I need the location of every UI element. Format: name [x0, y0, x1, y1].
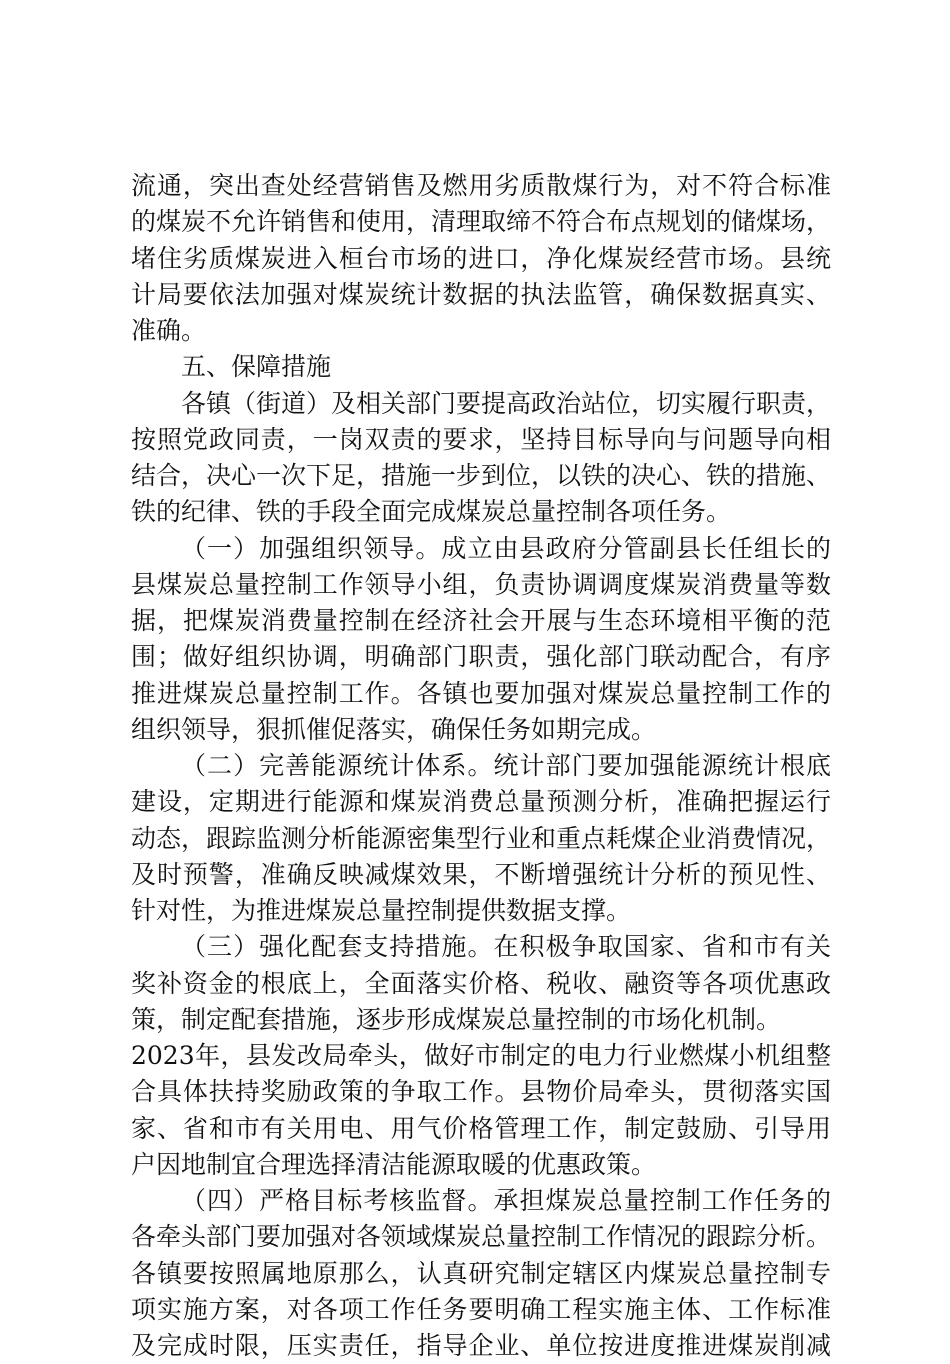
text-line: 项实施方案，对各项工作任务要明确工程实施主体、工作标准	[131, 1294, 831, 1324]
text-line: 合具体扶持奖励政策的争取工作。县物价局牵头，贯彻落实国	[131, 1077, 831, 1107]
subsection-line: （三）强化配套支持措施。在积极争取国家、省和市有关	[181, 932, 831, 962]
text-line: 各镇要按照属地原那么，认真研究制定辖区内煤炭总量控制专	[131, 1258, 831, 1288]
text-line: 铁的纪律、铁的手段全面完成煤炭总量控制各项任务。	[131, 497, 732, 527]
subsection-line: （二）完善能源统计体系。统计部门要加强能源统计根底	[181, 751, 831, 780]
text-line: 的煤炭不允许销售和使用，清理取缔不符合布点规划的储煤场，	[131, 207, 832, 237]
text-line: 推进煤炭总量控制工作。各镇也要加强对煤炭总量控制工作的	[131, 678, 831, 708]
text-line: 县煤炭总量控制工作领导小组，负责协调调度煤炭消费量等数	[131, 569, 831, 599]
text-line: 奖补资金的根底上，全面落实价格、税收、融资等各项优惠政	[131, 968, 831, 998]
text-line: 组织领导，狠抓催促落实，确保任务如期完成。	[131, 714, 657, 744]
text-line: 2023年，县发改局牵头，做好市制定的电力行业燃煤小机组整	[131, 1041, 831, 1070]
text-line: 家、省和市有关用电、用气价格管理工作，制定鼓励、引导用	[131, 1113, 831, 1143]
text-line: 针对性，为推进煤炭总量控制提供数据支撑。	[131, 896, 632, 925]
text-line: 计局要依法加强对煤炭统计数据的执法监管，确保数据真实、	[131, 279, 831, 309]
subsection-line: （四）严格目标考核监督。承担煤炭总量控制工作任务的	[181, 1186, 831, 1215]
text-line: 结合，决心一次下足，措施一步到位，以铁的决心、铁的措施、	[131, 461, 832, 490]
text-line: 建设，定期进行能源和煤炭消费总量预测分析，准确把握运行	[131, 787, 831, 817]
text-line: 及完成时限，压实责任，指导企业、单位按进度推进煤炭削减	[131, 1331, 831, 1360]
text-line: 及时预警，准确反映减煤效果，不断增强统计分析的预见性、	[131, 859, 831, 889]
text-line: 动态，跟踪监测分析能源密集型行业和重点耗煤企业消费情况，	[131, 823, 832, 853]
text-line: 策，制定配套措施，逐步形成煤炭总量控制的市场化机制。	[131, 1004, 782, 1034]
text-line: 流通，突出查处经营销售及燃用劣质散煤行为，对不符合标准	[131, 171, 831, 200]
text-line: 准确。	[131, 316, 207, 345]
text-line: 各牵头部门要加强对各领域煤炭总量控制工作情况的跟踪分析。	[131, 1222, 832, 1252]
text-line: 围；做好组织协调，明确部门职责，强化部门联动配合，有序	[131, 642, 831, 672]
subsection-line: （一）加强组织领导。成立由县政府分管副县长任组长的	[181, 533, 831, 563]
text-line: 据，把煤炭消费量控制在经济社会开展与生态环境相平衡的范	[131, 606, 831, 635]
text-line: 各镇（街道）及相关部门要提高政治站位，切实履行职责，	[181, 388, 832, 418]
document-body	[131, 168, 831, 1364]
text-line: 按照党政同责，一岗双责的要求，坚持目标导向与问题导向相	[131, 424, 831, 454]
text-line: 堵住劣质煤炭进入桓台市场的进口，净化煤炭经营市场。县统	[131, 243, 831, 273]
section-heading: 五、保障措施	[181, 352, 332, 382]
text-line: 户因地制宜合理选择清洁能源取暖的优惠政策。	[131, 1149, 657, 1179]
